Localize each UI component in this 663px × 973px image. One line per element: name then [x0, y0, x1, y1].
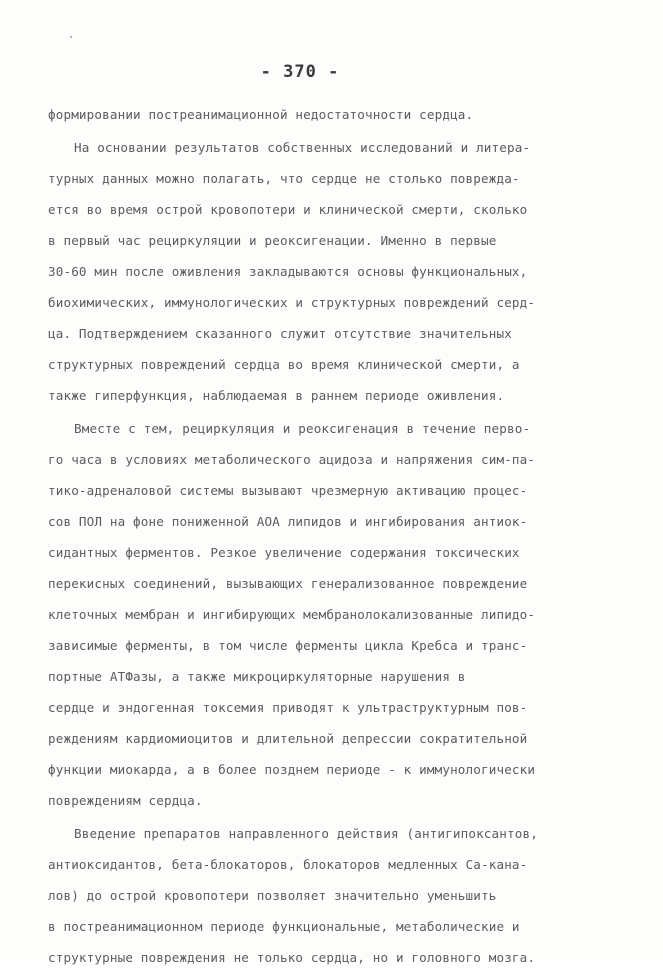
text-line: структурные повреждения не только сердца, но и головного мозга.	[48, 950, 536, 965]
text-line: клеточных мембран и ингибирующих мембранолокализованные липидо-	[48, 607, 536, 622]
text-line: функции миокарда, а в более позднем периоде - к иммунологически	[48, 762, 536, 777]
text-line: турных данных можно полагать, что сердце не столько поврежда-	[48, 171, 520, 186]
text-line: 30-60 мин после оживления закладываются основы функциональных,	[48, 264, 528, 279]
paragraph	[48, 413, 608, 816]
text-line: антиоксидантов, бета-блокаторов, блокаторов медленных Са-кана-	[48, 857, 528, 872]
text-line: биохимических, иммунологических и структурных повреждений серд-	[48, 295, 536, 310]
page-number: - 370 -	[260, 62, 340, 82]
paragraph	[48, 818, 608, 973]
text-line: также гиперфункция, наблюдаемая в раннем периоде оживления.	[48, 388, 505, 403]
text-line: го часа в условиях метаболического ацидоза и напряжения сим-па-	[48, 452, 536, 467]
text-line: повреждениям сердца.	[48, 793, 203, 808]
text-line: сердце и эндогенная токсемия приводят к ультраструктурным пов-	[48, 700, 528, 715]
text-line: в первый час рециркуляции и реоксигенации. Именно в первые	[48, 233, 497, 248]
text-line: Введение препаратов направленного действия (антигипоксантов,	[74, 826, 538, 841]
text-line: сидантных ферментов. Резкое увеличение содержания токсических	[48, 545, 520, 560]
paragraph	[48, 132, 608, 411]
text-line: зависимые ферменты, в том числе ферменты цикла Кребса и транс-	[48, 638, 528, 653]
text-line: в постреанимационном периоде функциональные, метаболические и	[48, 919, 520, 934]
text-line: На основании результатов собственных исследований и литера-	[74, 140, 531, 155]
paragraph	[48, 99, 608, 130]
text-line: ца. Подтверждением сказанного служит отсутствие значительных	[48, 326, 512, 341]
text-line: сов ПОЛ на фоне пониженной АОА липидов и ингибирования антиок-	[48, 514, 528, 529]
text-line: лов) до острой кровопотери позволяет значительно уменьшить	[48, 888, 497, 903]
text-line: структурных повреждений сердца во время клинической смерти, а	[48, 357, 520, 372]
text-line: формировании постреанимационной недостаточности сердца.	[48, 107, 474, 122]
body-text	[48, 99, 608, 973]
text-line: реждениям кардиомиоцитов и длительной депрессии сократительной	[48, 731, 528, 746]
text-line: ется во время острой кровопотери и клинической смерти, сколько	[48, 202, 528, 217]
text-line: портные АТФазы, а также микроциркуляторные нарушения в	[48, 669, 466, 684]
text-line: тико-адреналовой системы вызывают чрезмерную активацию процес-	[48, 483, 528, 498]
text-line: Вместе с тем, рециркуляция и реоксигенация в течение перво-	[74, 421, 531, 436]
scan-speck	[70, 36, 72, 38]
text-line: перекисных соединений, вызывающих генерализованное повреждение	[48, 576, 528, 591]
